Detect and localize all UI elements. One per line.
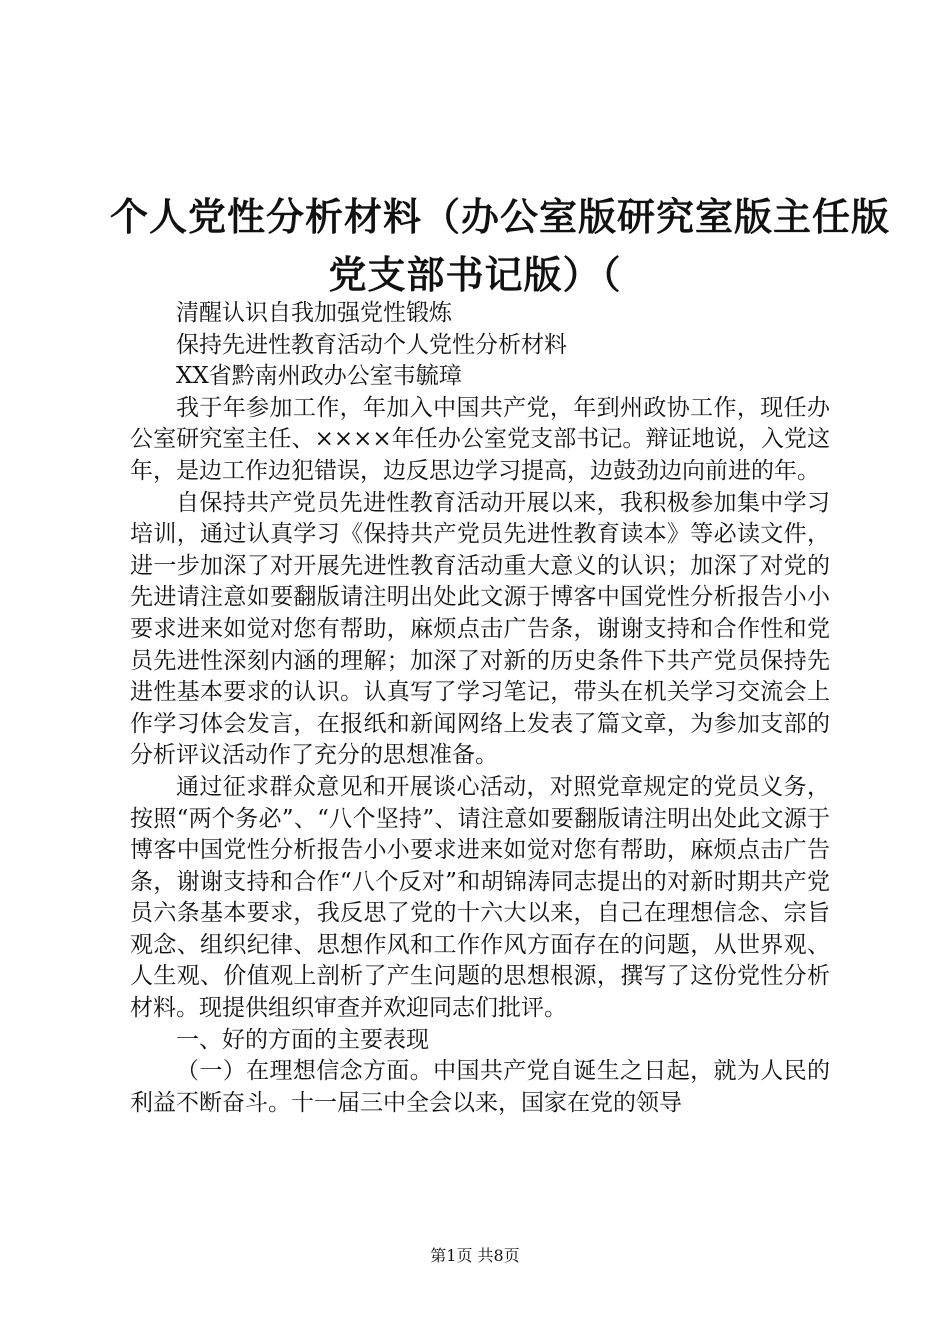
paragraph: 我于年参加工作，年加入中国共产党，年到州政协工作，现任办公室研究室主任、××××年任办公室党支部书记。辩证地说，入党这年，是边工作边犯错误，边反思边学习提高，边鼓劲边向前进的年。 xyxy=(130,394,830,484)
paragraph: 通过征求群众意见和开展谈心活动，对照党章规定的党员义务，按照“两个务必”、“八个坚持”、请注意如要翻版请注明出处此文源于博客中国党性分析报告小小要求进来如觉对您有帮助，麻烦点击广告条，谢谢支持和合作“八个反对”和胡锦涛同志提出的对新时期共产党员六条基本要求，我反思了党的十六大以来，自己在理想信念、宗旨观念、组织纪律、思想作风和工作作风方面存在的问题，从世界观、人生观、价值观上剖析了产生问题的思想根源，撰写了这份党性分析材料。现提供组织审查并欢迎同志们批评。 xyxy=(130,773,830,1022)
paragraph-subtitle: 清醒认识自我加强党性锻炼 xyxy=(176,300,452,326)
document-title-line-2: 党支部书记版）（ xyxy=(328,252,622,297)
document-title-line-1: 个人党性分析材料（办公室版研究室版主任版 xyxy=(110,194,891,239)
paragraph-heading: 保持先进性教育活动个人党性分析材料 xyxy=(176,331,567,358)
page-footer: 第1页 共8页 xyxy=(430,1246,520,1265)
paragraph-author: XX省黔南州政办公室韦毓璋 xyxy=(176,363,462,390)
document-body xyxy=(130,298,830,1119)
paragraph: （一）在理想信念方面。中国共产党自诞生之日起，就为人民的利益不断奋斗。十一届三中全会以来，国家在党的领导 xyxy=(130,1058,830,1116)
section-heading: 一、好的方面的主要表现 xyxy=(176,1026,429,1053)
paragraph: 自保持共产党员先进性教育活动开展以来，我积极参加集中学习培训，通过认真学习《保持共产党员先进性教育读本》等必读文件，进一步加深了对开展先进性教育活动重大意义的认识；加深了对党的先进请注意如要翻版请注明出处此文源于博客中国党性分析报告小小要求进来如觉对您有帮助，麻烦点击广告条，谢谢支持和合作性和党员先进性深刻内涵的理解；加深了对新的历史条件下共产党员保持先进性基本要求的认识。认真写了学习笔记，带头在机关学习交流会上作学习体会发言，在报纸和新闻网络上发表了篇文章，为参加支部的分析评议活动作了充分的思想准备。 xyxy=(130,489,830,769)
